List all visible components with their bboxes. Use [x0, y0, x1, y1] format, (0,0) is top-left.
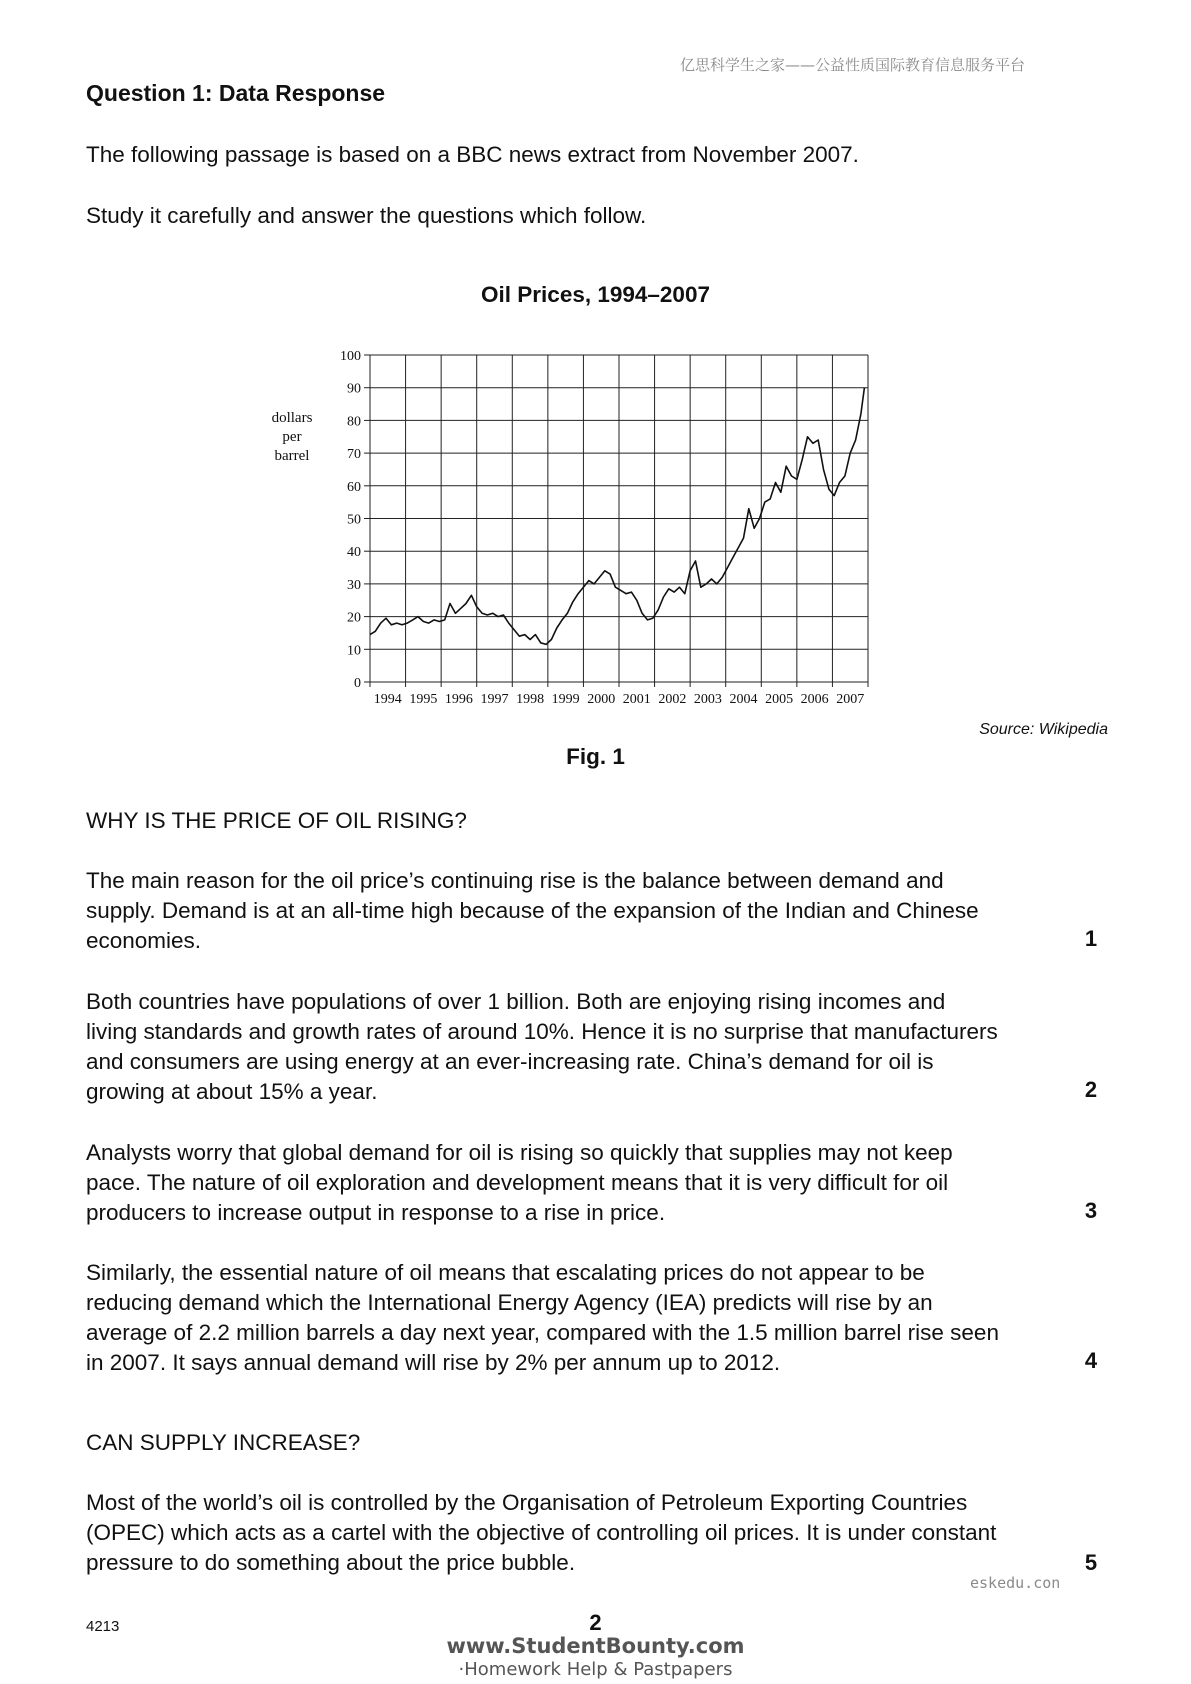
- paragraph-5-line: Most of the world’s oil is controlled by the Organisation of Petroleum Exporting Countries: [86, 1490, 968, 1515]
- x-tick-label: 2006: [800, 692, 829, 707]
- y-tick-label: 100: [340, 349, 361, 364]
- x-tick-label: 1998: [516, 692, 545, 707]
- y-tick-label: 30: [347, 577, 361, 593]
- paragraph-5-line: pressure to do something about the price bubble.: [86, 1550, 576, 1575]
- paragraph-2-line: living standards and growth rates of around 10%. Hence it is no surprise that manufacturers: [86, 1019, 998, 1044]
- y-tick-label: 90: [347, 381, 361, 397]
- paragraph-2-line: and consumers are using energy at an ever-increasing rate. China’s demand for oil is: [86, 1049, 934, 1074]
- y-tick-label: 0: [354, 676, 361, 691]
- figure-source: Source: Wikipedia: [979, 721, 1108, 738]
- paragraph-3-line: producers to increase output in response to a rise in price.: [86, 1200, 666, 1225]
- x-tick-label: 2007: [836, 692, 865, 707]
- figure-caption: Fig. 1: [566, 744, 625, 769]
- paragraph-2-line: growing at about 15% a year.: [86, 1079, 378, 1104]
- paragraph-5-line: (OPEC) which acts as a cartel with the objective of controlling oil prices. It is under constant: [86, 1520, 997, 1545]
- x-tick-label: 2004: [729, 692, 758, 707]
- x-tick-label: 1994: [373, 692, 402, 707]
- question-title: Question 1: Data Response: [86, 80, 386, 106]
- y-tick-label: 40: [347, 545, 361, 561]
- y-tick-label: 70: [347, 447, 361, 463]
- x-tick-label: 2001: [622, 692, 651, 707]
- chart-yticks: [340, 349, 361, 691]
- chart-grid: [364, 355, 868, 687]
- line-number-4: 4: [1084, 1348, 1098, 1373]
- paragraph-4-line: reducing demand which the International Energy Agency (IEA) predicts will rise by an: [86, 1290, 933, 1315]
- chart-title: Oil Prices, 1994–2007: [481, 282, 710, 307]
- y-tick-label: 50: [347, 512, 361, 528]
- page-number: 2: [589, 1610, 602, 1635]
- paragraph-3: [86, 1138, 1076, 1228]
- paragraph-2-line: Both countries have populations of over 1 billion. Both are enjoying rising incomes and: [86, 989, 946, 1014]
- paragraph-4-line: average of 2.2 million barrels a day next year, compared with the 1.5 million barrel rise seen: [86, 1320, 999, 1345]
- paragraph-3-line: Analysts worry that global demand for oil is rising so quickly that supplies may not keep: [86, 1140, 953, 1165]
- paragraph-2: [86, 987, 1076, 1107]
- paragraph-1-line: economies.: [86, 928, 202, 953]
- y-tick-label: 10: [347, 643, 361, 659]
- chart-ylabel: [272, 410, 313, 464]
- watermark-bottom: eskedu.con: [970, 1574, 1061, 1592]
- y-tick-label: 60: [347, 479, 361, 495]
- x-tick-label: 2000: [587, 692, 616, 707]
- y-axis-label-line: per: [282, 429, 302, 445]
- y-axis-label-line: barrel: [274, 448, 310, 464]
- paragraph-1-line: supply. Demand is at an all-time high because of the expansion of the Indian and Chinese: [86, 898, 979, 923]
- intro-line-2: Study it carefully and answer the questions which follow.: [86, 203, 647, 228]
- x-tick-label: 2002: [658, 692, 687, 707]
- studentbounty-logo-line1: www.StudentBounty.com: [446, 1634, 745, 1658]
- oil-price-series-line: [370, 388, 864, 645]
- line-number-2: 2: [1084, 1077, 1098, 1102]
- section-heading-demand: WHY IS THE PRICE OF OIL RISING?: [86, 808, 467, 833]
- paragraph-4-line: Similarly, the essential nature of oil means that escalating prices do not appear to be: [86, 1260, 925, 1285]
- paper-code: 4213: [86, 1618, 120, 1635]
- y-axis-label-line: dollars: [271, 410, 313, 426]
- line-number-5: 5: [1084, 1550, 1098, 1575]
- x-tick-label: 2003: [693, 692, 722, 707]
- line-number-1: 1: [1084, 926, 1098, 951]
- x-tick-label: 1996: [444, 692, 473, 707]
- paragraph-4: [86, 1258, 1076, 1378]
- chart-xticks: [374, 692, 864, 707]
- paragraph-4-line: in 2007. It says annual demand will rise by 2% per annum up to 2012.: [86, 1350, 781, 1375]
- intro-line-1: The following passage is based on a BBC news extract from November 2007.: [86, 142, 859, 167]
- oil-price-chart: [270, 340, 890, 710]
- paragraph-1-line: The main reason for the oil price’s continuing rise is the balance between demand and: [86, 868, 944, 893]
- x-tick-label: 1995: [409, 692, 438, 707]
- paragraph-5: [86, 1488, 1076, 1578]
- section-heading-supply: CAN SUPPLY INCREASE?: [86, 1430, 361, 1455]
- watermark-top: 亿思科学生之家——公益性质国际教育信息服务平台: [680, 56, 1026, 74]
- y-tick-label: 20: [347, 610, 361, 626]
- x-tick-label: 1997: [480, 692, 509, 707]
- x-tick-label: 2005: [765, 692, 794, 707]
- studentbounty-logo-line2: ·Homework Help & Pastpapers: [458, 1659, 733, 1680]
- x-tick-label: 1999: [551, 692, 580, 707]
- y-tick-label: 80: [347, 414, 361, 430]
- paragraph-3-line: pace. The nature of oil exploration and development means that it is very difficult for oil: [86, 1170, 949, 1195]
- line-number-3: 3: [1084, 1198, 1098, 1223]
- paragraph-1: [86, 866, 1076, 956]
